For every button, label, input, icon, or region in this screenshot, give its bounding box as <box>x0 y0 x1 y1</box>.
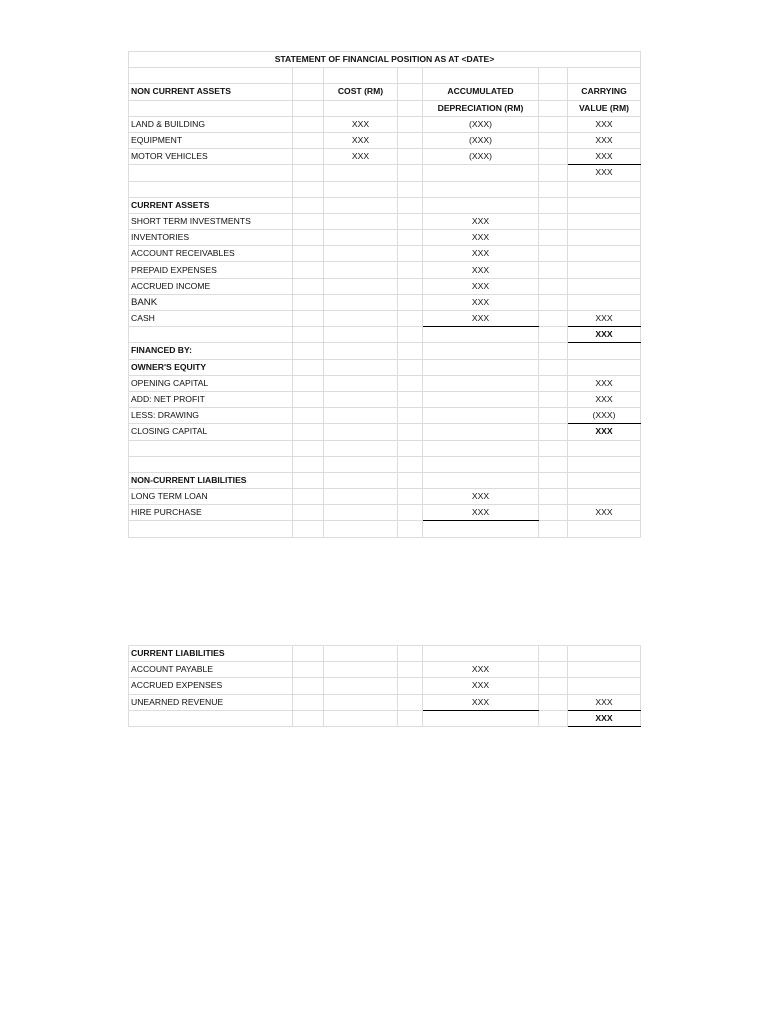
table-row <box>129 132 641 148</box>
table-row <box>129 424 641 440</box>
current-liabilities-table <box>128 645 641 727</box>
row-label: CASH <box>129 311 293 327</box>
carry-value: XXX <box>568 375 641 391</box>
blank-row <box>129 521 641 537</box>
row-label: EQUIPMENT <box>129 132 293 148</box>
table-row <box>129 662 641 678</box>
row-label: LONG TERM LOAN <box>129 489 293 505</box>
accum-header-line1: ACCUMULATED <box>423 84 539 100</box>
section-heading-row <box>129 343 641 359</box>
blank-row <box>129 181 641 197</box>
accum-value: (XXX) <box>423 149 539 165</box>
carry-value: XXX <box>568 116 641 132</box>
section-heading-row <box>129 472 641 488</box>
amount-value: XXX <box>423 489 539 505</box>
table-row <box>129 262 641 278</box>
carry-value: XXX <box>568 149 641 165</box>
title-row <box>129 52 641 68</box>
financial-position-table <box>128 51 641 538</box>
row-label: PREPAID EXPENSES <box>129 262 293 278</box>
carry-value: XXX <box>568 391 641 407</box>
total-current-liabilities: XXX <box>568 710 641 726</box>
amount-value: XXX <box>423 278 539 294</box>
amount-value: XXX <box>423 678 539 694</box>
owners-equity-heading: OWNER'S EQUITY <box>129 359 293 375</box>
blank-row <box>129 68 641 84</box>
table-row <box>129 694 641 710</box>
ncl-heading: NON-CURRENT LIABILITIES <box>129 472 293 488</box>
nca-heading: NON CURRENT ASSETS <box>129 84 293 100</box>
accum-value: (XXX) <box>423 116 539 132</box>
table-row <box>129 489 641 505</box>
carry-value: XXX <box>568 311 641 327</box>
nca-total-row <box>129 165 641 181</box>
row-label: HIRE PURCHASE <box>129 505 293 521</box>
row-label: MOTOR VEHICLES <box>129 149 293 165</box>
cost-value: XXX <box>324 132 398 148</box>
amount-value: XXX <box>423 246 539 262</box>
row-label: LAND & BUILDING <box>129 116 293 132</box>
carry-value: XXX <box>568 505 641 521</box>
row-label: SHORT TERM INVESTMENTS <box>129 213 293 229</box>
blank-row <box>129 440 641 456</box>
current-assets-heading: CURRENT ASSETS <box>129 197 293 213</box>
row-label: LESS: DRAWING <box>129 408 293 424</box>
cost-header: COST (RM) <box>324 84 398 100</box>
section-heading-row <box>129 197 641 213</box>
table-row <box>129 230 641 246</box>
table-row <box>129 311 641 327</box>
carry-value: XXX <box>568 132 641 148</box>
accum-value: (XXX) <box>423 132 539 148</box>
header-row-1 <box>129 84 641 100</box>
row-label: ACCRUED EXPENSES <box>129 678 293 694</box>
carry-value: XXX <box>568 694 641 710</box>
statement-title: STATEMENT OF FINANCIAL POSITION AS AT <DATE> <box>129 52 641 68</box>
section-heading-row <box>129 359 641 375</box>
closing-capital-value: XXX <box>568 424 641 440</box>
header-row-2 <box>129 100 641 116</box>
amount-value: XXX <box>423 230 539 246</box>
table-row <box>129 213 641 229</box>
amount-value: XXX <box>423 213 539 229</box>
table-row <box>129 294 641 310</box>
cost-value: XXX <box>324 149 398 165</box>
carry-header-line2: VALUE (RM) <box>568 100 641 116</box>
table-row <box>129 505 641 521</box>
nca-total: XXX <box>568 165 641 181</box>
current-liabilities-heading: CURRENT LIABILITIES <box>129 646 293 662</box>
carry-header-line1: CARRYING <box>568 84 641 100</box>
row-label: INVENTORIES <box>129 230 293 246</box>
row-label: ACCOUNT RECEIVABLES <box>129 246 293 262</box>
table-row <box>129 678 641 694</box>
table-row <box>129 116 641 132</box>
row-label: ACCOUNT PAYABLE <box>129 662 293 678</box>
cost-value: XXX <box>324 116 398 132</box>
row-label: CLOSING CAPITAL <box>129 424 293 440</box>
row-label: ACCRUED INCOME <box>129 278 293 294</box>
amount-value: XXX <box>423 662 539 678</box>
table-row <box>129 149 641 165</box>
total-row <box>129 327 641 343</box>
table-row <box>129 391 641 407</box>
amount-value: XXX <box>423 311 539 327</box>
total-assets: XXX <box>568 327 641 343</box>
amount-value: XXX <box>423 505 539 521</box>
financed-by-heading: FINANCED BY: <box>129 343 293 359</box>
row-label: ADD: NET PROFIT <box>129 391 293 407</box>
total-row <box>129 710 641 726</box>
carry-value: (XXX) <box>568 408 641 424</box>
table-row <box>129 278 641 294</box>
row-label: OPENING CAPITAL <box>129 375 293 391</box>
table-row <box>129 375 641 391</box>
amount-value: XXX <box>423 694 539 710</box>
table-row <box>129 408 641 424</box>
accum-header-line2: DEPRECIATION (RM) <box>423 100 539 116</box>
blank-row <box>129 456 641 472</box>
table-row <box>129 246 641 262</box>
amount-value: XXX <box>423 262 539 278</box>
row-label: UNEARNED REVENUE <box>129 694 293 710</box>
row-label: BANK <box>129 294 293 310</box>
amount-value: XXX <box>423 294 539 310</box>
section-heading-row <box>129 646 641 662</box>
